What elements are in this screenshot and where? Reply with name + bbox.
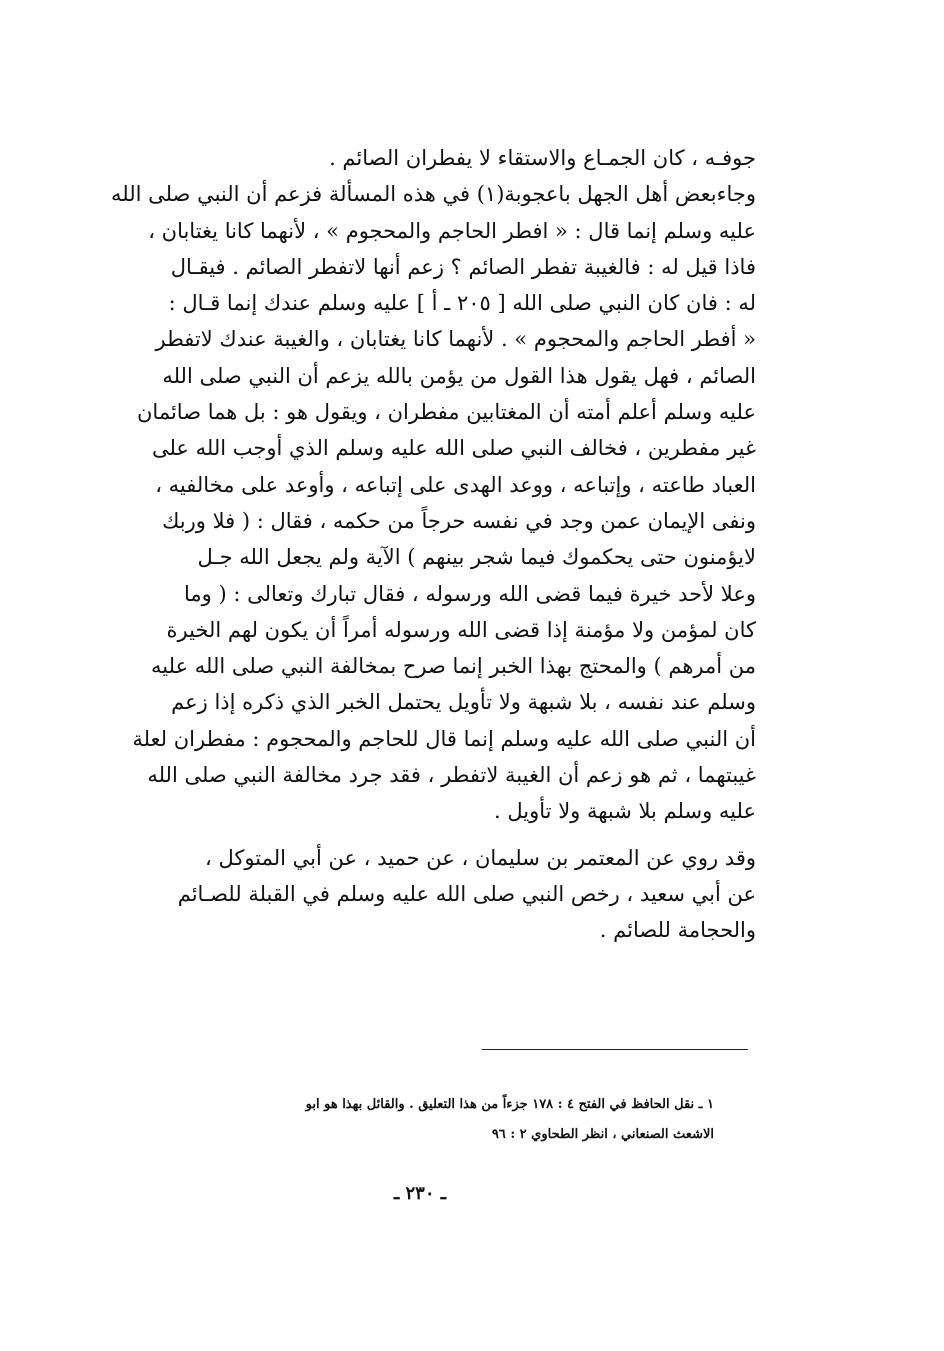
page-number: ـ ٢٣٠ ـ [393,1183,447,1204]
text-line: من أمرهم ) والمحتج بهذا الخبر إنما صرح بمخالفة النبي صلى الله عليه [151,654,756,679]
text-line: ونفى الإيمان عمن وجد في نفسه حرجاً من حكمه ، فقال : ( فلا وربك [162,508,756,533]
text-line: غيبتهما ، ثم هو زعم أن الغيبة لاتفطر ، فقد جرد مخالفة النبي صلى الله [147,763,756,788]
text-line: « أفطر الحاجم والمحجوم » . لأنهما كانا يغتابان ، والغيبة عندك لاتفطر [155,327,756,352]
text-line: فاذا قيل له : فالغيبة تفطر الصائم ؟ زعم أنها لاتفطر الصائم . فيقـال [170,254,756,279]
text-line: عليه وسلم أعلم أمته أن المغتابين مفطران ، ويقول هو : بل هما صائمان [137,400,756,425]
paragraph-break [96,830,756,840]
text-line: الصائم ، فهل يقول هذا القول من يؤمن بالله يزعم أن النبي صلى الله [162,363,756,388]
text-line: أن النبي صلى الله عليه وسلم إنما قال للحاجم والمحجوم : مفطران لعلة [132,726,756,751]
text-line: والحجامة للصائم . [599,918,756,943]
text-line: له : فان كان النبي صلى الله [ ٢٠٥ ـ أ ] عليه وسلم عندك إنما قـال : [168,291,756,316]
text-line: عليه وسلم بلا شبهة ولا تأويل . [494,799,756,824]
text-line: وقد روي عن المعتمر بن سليمان ، عن حميد ، عن أبي المتوكل ، [205,845,756,870]
text-line: كان لمؤمن ولا مؤمنة إذا قضى الله ورسوله أمراً أن يكون لهم الخيرة [166,617,756,642]
text-line: وجاءبعض أهل الجهل باعجوبة(١) في هذه المسألة فزعم أن النبي صلى الله [110,182,756,207]
footnote-divider [482,1049,748,1050]
main-text [96,140,756,949]
footnotes [100,1090,714,1150]
text-line: جوفـه ، كان الجمـاع والاستقاء لا يفطران الصائم . [329,146,756,170]
footnote-line: ١ ـ نقل الحافظ في الفتح ٤ : ١٧٨ جزءاً من هذا التعليق . والقائل بهذا هو ابو [305,1097,714,1112]
text-line: غير مفطرين ، فخالف النبي صلى الله عليه وسلم الذي أوجب الله على [151,436,756,461]
text-line: وسلم عند نفسه ، بلا شبهة ولا تأويل يحتمل الخبر الذي ذكره إذا زعم [171,690,756,715]
text-line: عليه وسلم إنما قال : « افطر الحاجم والمحجوم » ، لأنهما كانا يغتابان ، [148,218,756,243]
text-line: وعلا لأحد خيرة فيما قضى الله ورسوله ، فقال تبارك وتعالى : ( وما [184,581,756,606]
text-line: العباد طاعته ، وإتباعه ، ووعد الهدى على إتباعه ، وأوعد على مخالفيه ، [155,472,756,497]
text-line: عن أبي سعيد ، رخص النبي صلى الله عليه وسلم في القبلة للصـائم [177,881,756,906]
footnote-line: الاشعث الصنعاني ، انظر الطحاوي ٢ : ٩٦ [491,1127,714,1142]
text-line: لايؤمنون حتى يحكموك فيما شجر بينهم ) الآية ولم يجعل الله جـل [197,545,756,570]
